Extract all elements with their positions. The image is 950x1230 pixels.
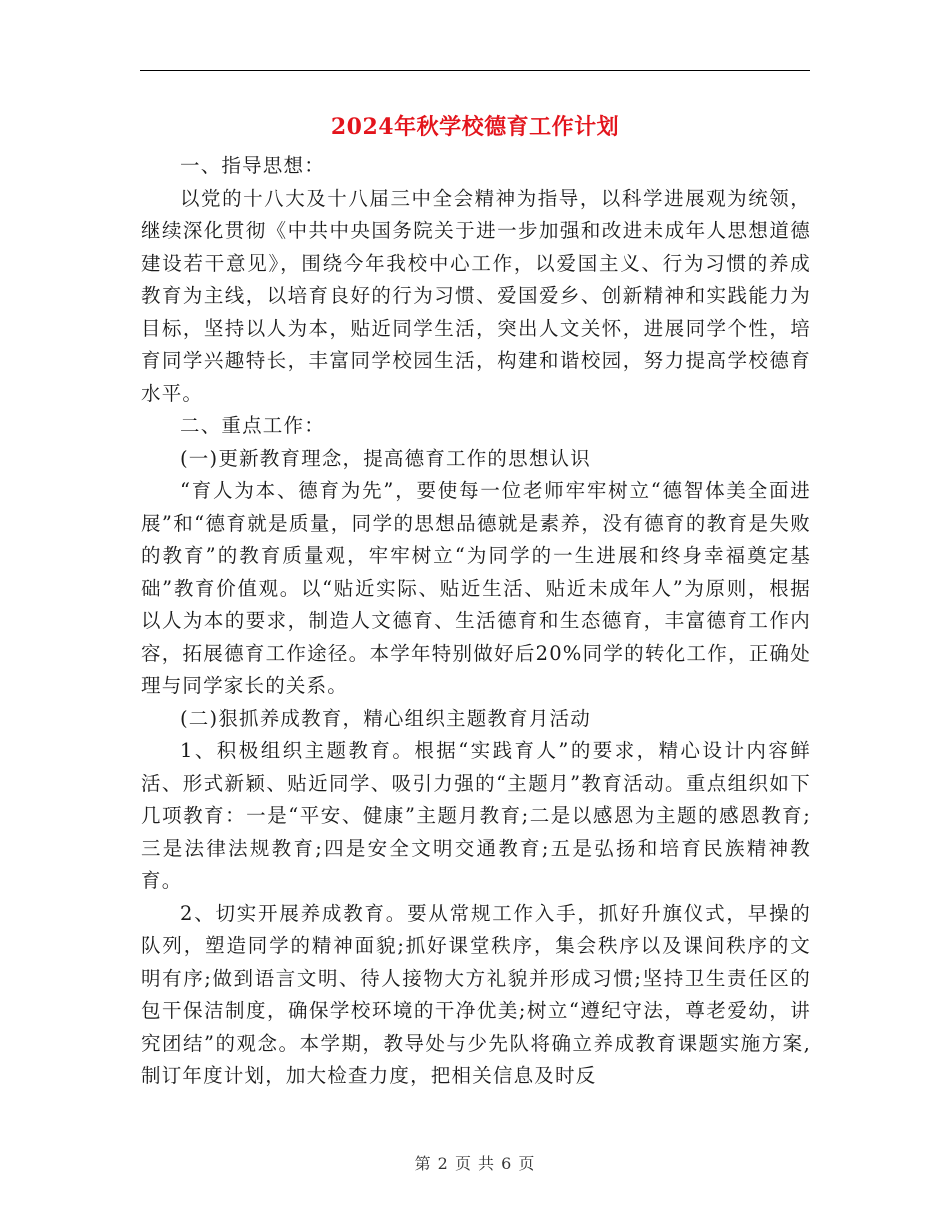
document-title: 2024年秋学校德育工作计划 — [330, 114, 620, 140]
page-number: 第 2 页 共 6 页 — [414, 1154, 536, 1173]
habit-education-paragraph: 2、切实开展养成教育。要从常规工作入手，抓好升旗仪式，早操的队列，塑造同学的精神面貌;抓好课堂秩序，集会秩序以及课间秩序的文明有序;做到语言文明、待人接物大方礼貌并形成习惯;坚持卫生责任区的包干保洁制度，确保学校环境的干净优美;树立“遵纪守法，尊老爱幼，讲究团结”的观念。本学期，教导处与少先队将确立养成教育课题实施方案,制订年度计划，加大检查力度，把相关信息及时反 — [141, 901, 811, 1087]
subsection-heading-2: (二)狠抓养成教育，精心组织主题教育月活动 — [180, 706, 591, 730]
subsection-heading-1: (一)更新教育理念，提高德育工作的思想认识 — [180, 446, 591, 470]
section-heading-guiding-ideology: 一、指导思想： — [180, 154, 325, 177]
document-body — [141, 150, 811, 1093]
theme-education-paragraph: 1、积极组织主题教育。根据“实践育人”的要求，精心设计内容鲜活、形式新颖、贴近同学、吸引力强的“主题月”教育活动。重点组织如下几项教育：一是“平安、健康”主题月教育;二是以感恩为主题的感恩教育;三是法律法规教育;四是安全文明交通教育;五是弘扬和培育民族精神教育。 — [141, 739, 811, 892]
guiding-ideology-paragraph: 以党的十八大及十八届三中全会精神为指导，以科学进展观为统领，继续深化贯彻《中共中央国务院关于进一步加强和改进未成年人思想道德建设若干意见》，围绕今年我校中心工作，以爱国主义、行为习惯的养成教育为主线，以培育良好的行为习惯、爱国爱乡、创新精神和实践能力为目标，坚持以人为本，贴近同学生活，突出人文关怀，进展同学个性，培育同学兴趣特长，丰富同学校园生活，构建和谐校园，努力提高学校德育水平。 — [141, 186, 811, 405]
header-rule — [140, 70, 810, 71]
section-heading-key-work: 二、重点工作： — [180, 414, 325, 437]
education-philosophy-paragraph: “育人为本、德育为先”，要使每一位老师牢牢树立“德智体美全面进展”和“德育就是质量，同学的思想品德就是素养，没有德育的教育是失败的教育”的教育质量观，牢牢树立“为同学的一生进展和终身幸福奠定基础”教育价值观。以“贴近实际、贴近生活、贴近未成年人”为原则，根据以人为本的要求，制造人文德育、生活德育和生态德育，丰富德育工作内容，拓展德育工作途径。本学年特别做好后20%同学的转化工作，正确处理与同学家长的关系。 — [141, 479, 811, 697]
